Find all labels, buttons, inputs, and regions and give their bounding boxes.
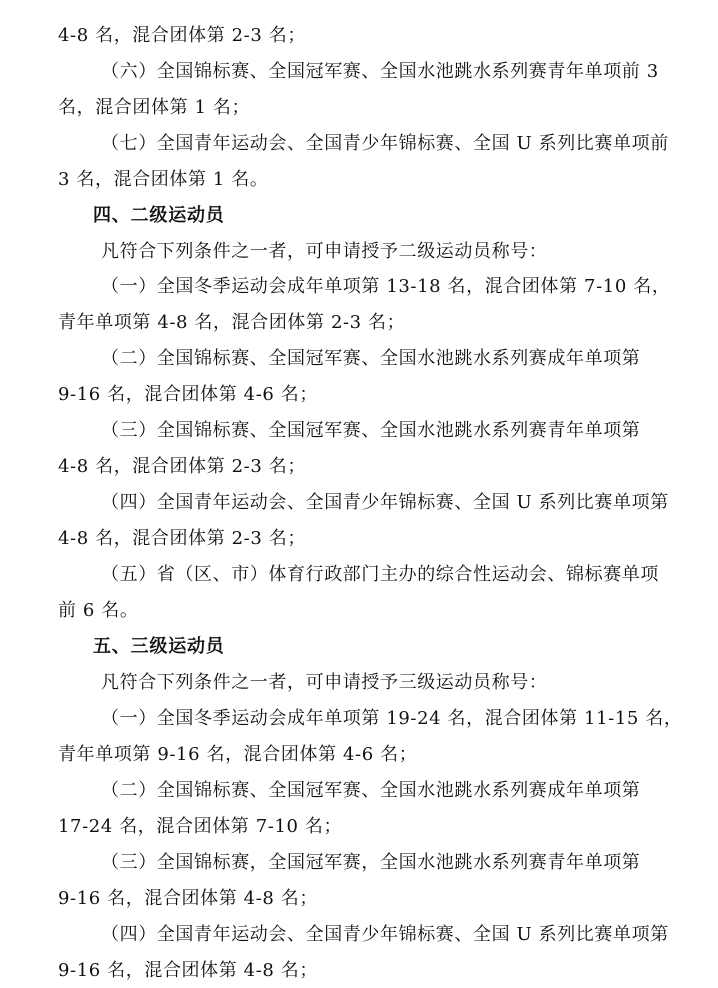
list-item-line: （四）全国青年运动会、全国青少年锦标赛、全国 U 系列比赛单项第 <box>101 924 669 945</box>
list-item-line: （六）全国锦标赛、全国冠军赛、全国水池跳水系列赛青年单项前 3 <box>101 61 659 82</box>
body-text-line: 9-16 名，混合团体第 4-6 名； <box>58 384 318 405</box>
list-item-line: （七）全国青年运动会、全国青少年锦标赛、全国 U 系列比赛单项前 <box>101 133 669 154</box>
section-heading-level-2: 四、二级运动员 <box>93 205 225 226</box>
body-text-line: 3 名，混合团体第 1 名。 <box>58 169 269 190</box>
list-item-line: （二）全国锦标赛、全国冠军赛、全国水池跳水系列赛成年单项第 <box>101 780 641 801</box>
body-text-line: 17-24 名，混合团体第 7-10 名； <box>58 816 343 837</box>
list-item-line: （一）全国冬季运动会成年单项第 13-18 名，混合团体第 7-10 名， <box>101 276 671 297</box>
body-text-line: 9-16 名，混合团体第 4-8 名； <box>58 960 318 981</box>
body-text-line: 4-8 名，混合团体第 2-3 名； <box>58 456 306 477</box>
body-text-line: 青年单项第 4-8 名，混合团体第 2-3 名； <box>58 312 406 333</box>
list-item-line: （一）全国冬季运动会成年单项第 19-24 名，混合团体第 11-15 名， <box>101 708 683 729</box>
body-text-line: 9-16 名，混合团体第 4-8 名； <box>58 888 318 909</box>
section-intro-line: 凡符合下列条件之一者，可申请授予三级运动员称号： <box>101 672 548 693</box>
body-text-line: 名，混合团体第 1 名； <box>58 97 251 118</box>
body-text-line: 4-8 名，混合团体第 2-3 名； <box>58 25 306 46</box>
list-item-line: （二）全国锦标赛、全国冠军赛、全国水池跳水系列赛成年单项第 <box>101 348 641 369</box>
list-item-line: （三）全国锦标赛、全国冠军赛、全国水池跳水系列赛青年单项第 <box>101 420 641 441</box>
section-intro-line: 凡符合下列条件之一者，可申请授予二级运动员称号： <box>101 241 548 262</box>
body-text-line: 前 6 名。 <box>58 600 139 621</box>
body-text-line: 青年单项第 9-16 名，混合团体第 4-6 名； <box>58 744 418 765</box>
list-item-line: （四）全国青年运动会、全国青少年锦标赛、全国 U 系列比赛单项第 <box>101 492 669 513</box>
list-item-line: （三）全国锦标赛，全国冠军赛，全国水池跳水系列赛青年单项第 <box>101 852 641 873</box>
section-heading-level-3: 五、三级运动员 <box>93 636 225 657</box>
body-text-line: 4-8 名，混合团体第 2-3 名； <box>58 528 306 549</box>
list-item-line: （五）省（区、市）体育行政部门主办的综合性运动会、锦标赛单项 <box>101 564 659 585</box>
